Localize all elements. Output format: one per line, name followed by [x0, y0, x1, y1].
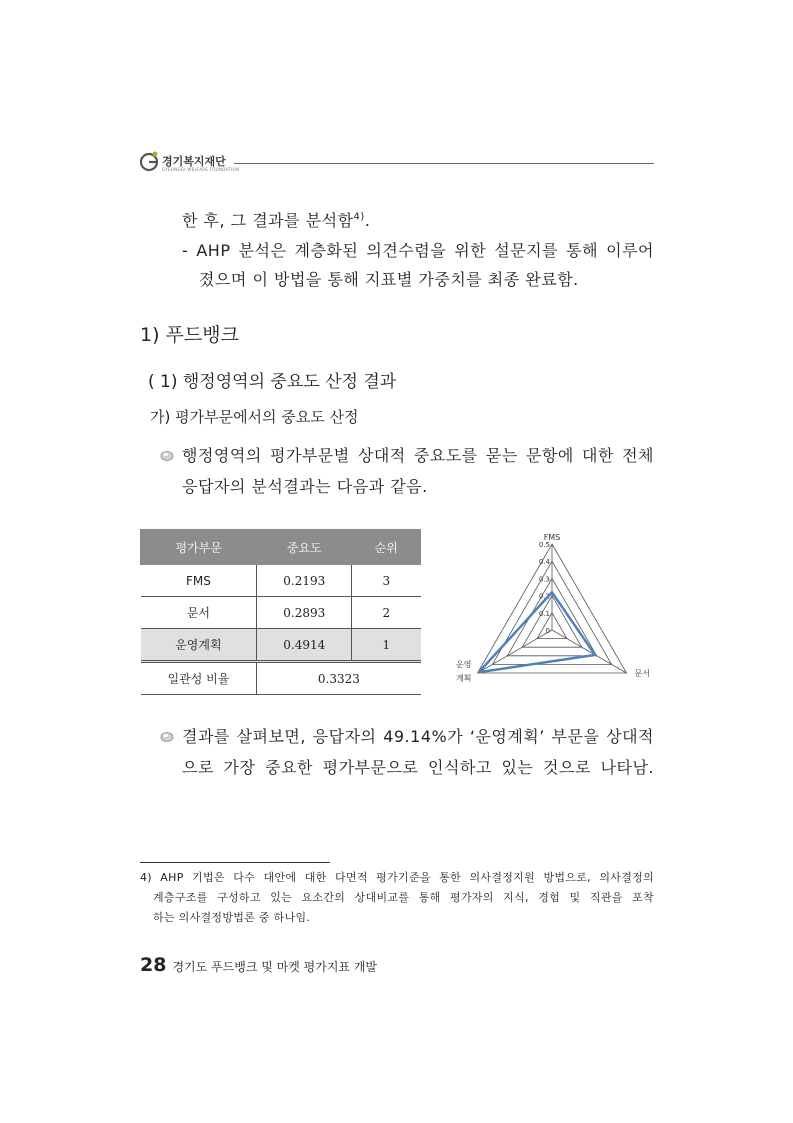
radar-tick-label: 0.3: [538, 575, 550, 584]
radar-tick-label: 0.5: [538, 541, 550, 549]
cell-category: 운영계획: [141, 629, 257, 662]
footnote-line-1: 4) AHP 기법은 다수 대안에 대한 다면적 평가기준을 통한 의사결정지원 방법으로, 의사결정의: [140, 871, 654, 884]
radar-category-label: 운영 계획: [456, 660, 472, 683]
org-subtitle: GYEONGGI WELFARE FOUNDATION: [162, 167, 240, 172]
cell-weight: 0.4914: [257, 629, 352, 662]
subsubsection-title: 가) 평가부문에서의 중요도 산정: [150, 408, 359, 426]
radar-chart: [440, 526, 660, 691]
radar-category-label: 문서: [634, 669, 650, 678]
bullet-2-line-1: 결과를 살펴보면, 응답자의 49.14%가 ‘운영계획’ 부문을 상대적: [182, 727, 654, 746]
col-header-weight: 중요도: [257, 530, 352, 565]
cell-weight: 0.2193: [257, 565, 352, 597]
cell-category: 문서: [141, 597, 257, 629]
report-title: 경기도 푸드뱅크 및 마켓 평가지표 개발: [172, 960, 377, 974]
foundation-logo: [140, 150, 240, 176]
intro-line-1-text: 한 후, 그 결과를 분석함: [182, 211, 354, 230]
radar-tick-label: 0.2: [538, 592, 550, 601]
radar-tick-label: 0.1: [538, 609, 550, 618]
table-header-row: [141, 530, 421, 565]
radar-category-label: FMS: [543, 533, 561, 542]
cell-weight: 0.2893: [257, 597, 352, 629]
subsection-title: ( 1) 행정영역의 중요도 산정 결과: [148, 372, 397, 392]
cell-rank: 1: [352, 629, 421, 662]
table-row: [141, 597, 421, 629]
ahp-weights-table: [140, 529, 421, 695]
intro-line-1: [182, 208, 370, 231]
page-footer: [140, 954, 377, 976]
bullet-1-line-2: 응답자의 분석결과는 다음과 같음.: [182, 477, 428, 496]
footnote-ref[interactable]: 4): [353, 211, 365, 223]
intro-line-1-end: .: [364, 211, 371, 230]
cr-value: 0.3323: [257, 662, 421, 695]
radar-spoke: [552, 630, 626, 673]
page-number: 28: [140, 954, 167, 976]
table-row: [141, 629, 421, 662]
footnote-rule: [140, 862, 330, 863]
intro-line-2: - AHP 분석은 계층화된 의견수렴을 위한 설문지를 통해 이루어: [182, 241, 654, 260]
cell-rank: 2: [352, 597, 421, 629]
section-title: 1) 푸드뱅크: [140, 324, 239, 346]
logo-mark-icon: [140, 150, 160, 172]
col-header-rank: 순위: [352, 530, 421, 565]
cell-rank: 3: [352, 565, 421, 597]
bullet-icon: [160, 450, 174, 462]
org-name: 경기복지재단: [162, 155, 226, 168]
cr-label: 일관성 비율: [141, 662, 257, 695]
radar-tick-label: 0.4: [538, 558, 550, 567]
consistency-ratio-row: [141, 662, 421, 695]
intro-line-3: 졌으며 이 방법을 통해 지표별 가중치를 최종 완료함.: [199, 270, 579, 289]
bullet-1-line-1: 행정영역의 평가부문별 상대적 중요도를 묻는 문항에 대한 전체: [182, 446, 654, 465]
col-header-category: 평가부문: [141, 530, 257, 565]
header-rule: [234, 163, 654, 164]
radar-tick-label: 0: [545, 627, 550, 635]
footnote-line-3: 하는 의사결정방법론 중 하나임.: [153, 911, 311, 924]
bullet-icon: [160, 731, 174, 743]
table-row: [141, 565, 421, 597]
cell-category: FMS: [141, 565, 257, 597]
footnote-line-2: 계층구조를 구성하고 있는 요소간의 상대비교를 통해 평가자의 지식, 경험 및 직관을 포착: [153, 891, 654, 904]
bullet-2-line-2: 으로 가장 중요한 평가부문으로 인식하고 있는 것으로 나타남.: [182, 758, 654, 777]
